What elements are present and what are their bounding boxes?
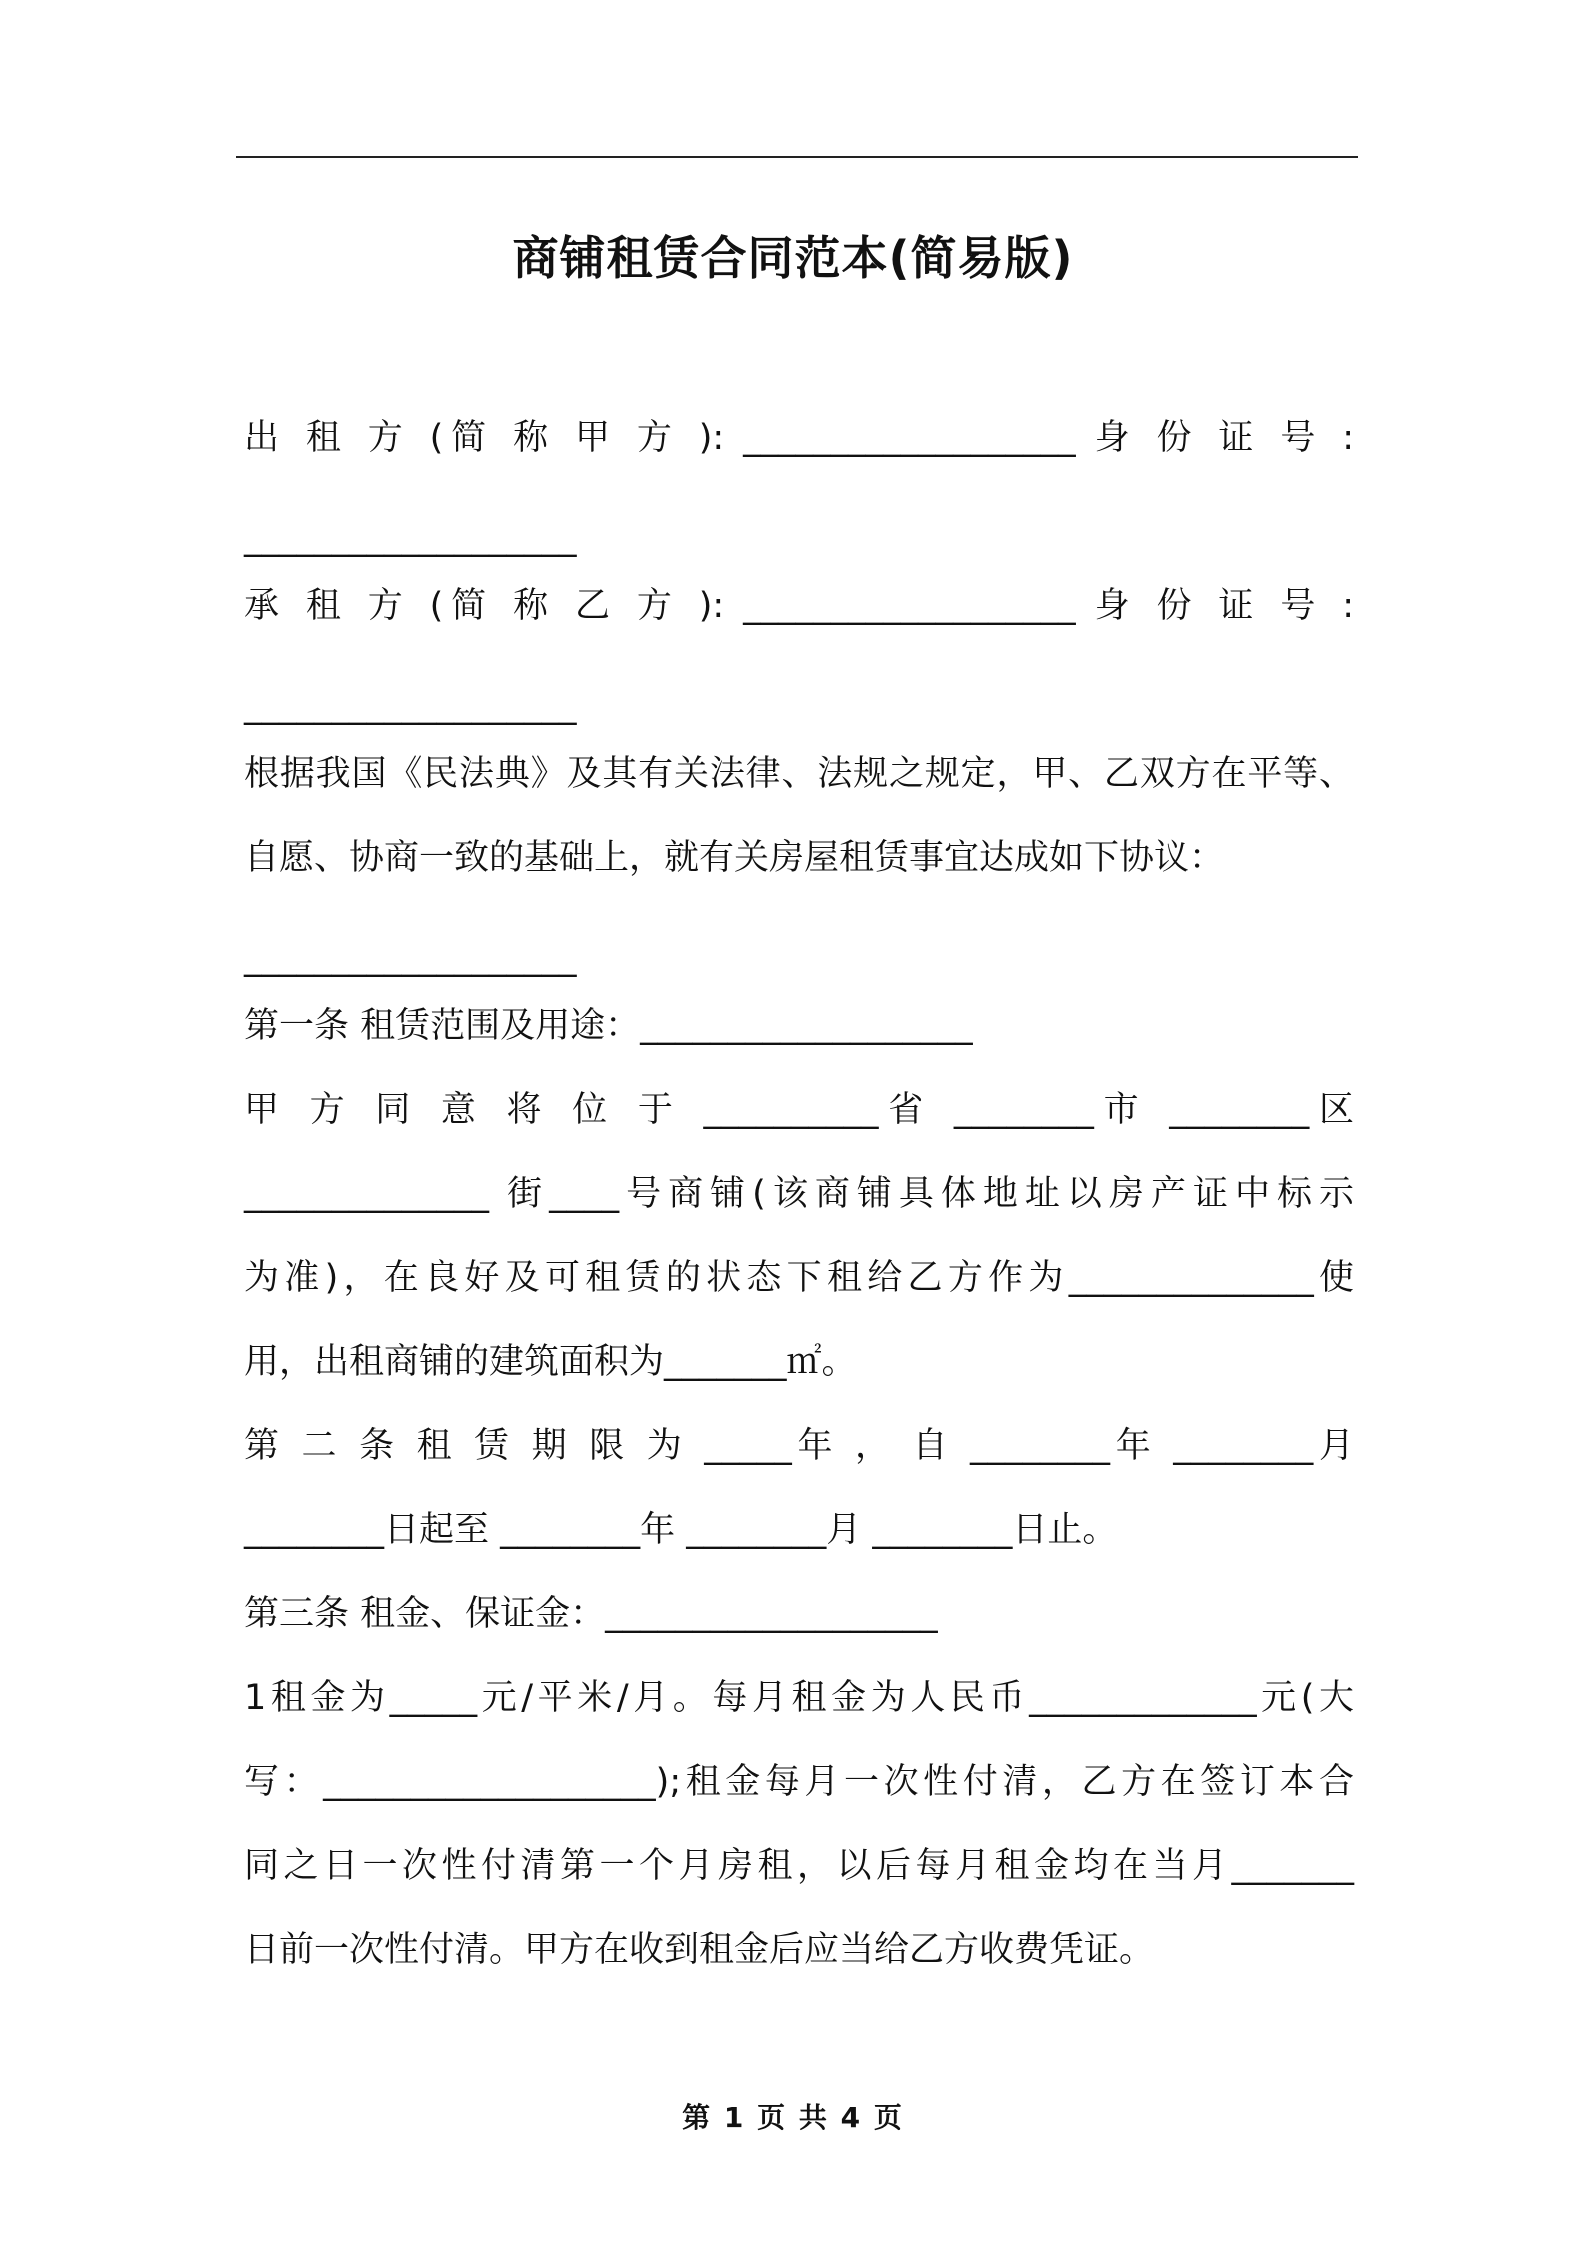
article-2-line-1: 第 二 条 租 赁 期 限 为 _____年 ， 自 ________年 ________月 [244,1426,1354,1466]
article-3-line-3: 同之日一次性付清第一个月房租，以后每月租金均在当月_______ [244,1846,1354,1886]
lessor-id-blank: ___________________ [244,518,577,558]
preamble-blank: ___________________ [244,938,577,978]
page-number-footer: 第 1 页 共 4 页 [682,2101,904,2134]
article-3-line-1: 1租金为_____元/平米/月。每月租金为人民币_____________元(大 [244,1678,1354,1718]
article-1-heading: 第一条 租赁范围及用途：___________________ [244,1006,973,1046]
article-3-line-4: 日前一次性付清。甲方在收到租金后应当给乙方收费凭证。 [244,1930,1155,1970]
lessor-line: 出 租 方 (简 称 甲 方 ): ___________________ 身 份 证 号 : [244,418,1354,458]
article-3-heading: 第三条 租金、保证金：___________________ [244,1594,938,1634]
article-3-line-2: 写：___________________);租金每月一次性付清，乙方在签订本合 [244,1762,1354,1802]
lessee-line: 承 租 方 (简 称 乙 方 ): ___________________ 身 份 证 号 : [244,586,1354,626]
document-title: 商铺租赁合同范本(简易版) [512,231,1074,285]
preamble-line-2: 自愿、协商一致的基础上，就有关房屋租赁事宜达成如下协议： [244,838,1225,878]
header-rule [236,156,1358,158]
preamble-line-1: 根据我国《民法典》及其有关法律、法规之规定，甲、乙双方在平等、 [244,754,1354,794]
article-1-line-3: 为准)，在良好及可租赁的状态下租给乙方作为______________使 [244,1258,1354,1298]
article-1-line-1: 甲 方 同 意 将 位 于 __________省 ________市 ________区 [244,1090,1354,1130]
article-2-line-2: ________日起至 ________年 ________月 ________日止。 [244,1510,1118,1550]
article-1-line-2: ______________ 街____号商铺(该商铺具体地址以房产证中标示 [244,1174,1354,1214]
lessee-id-blank: ___________________ [244,686,577,726]
article-1-line-4: 用，出租商铺的建筑面积为_______㎡。 [244,1342,857,1382]
